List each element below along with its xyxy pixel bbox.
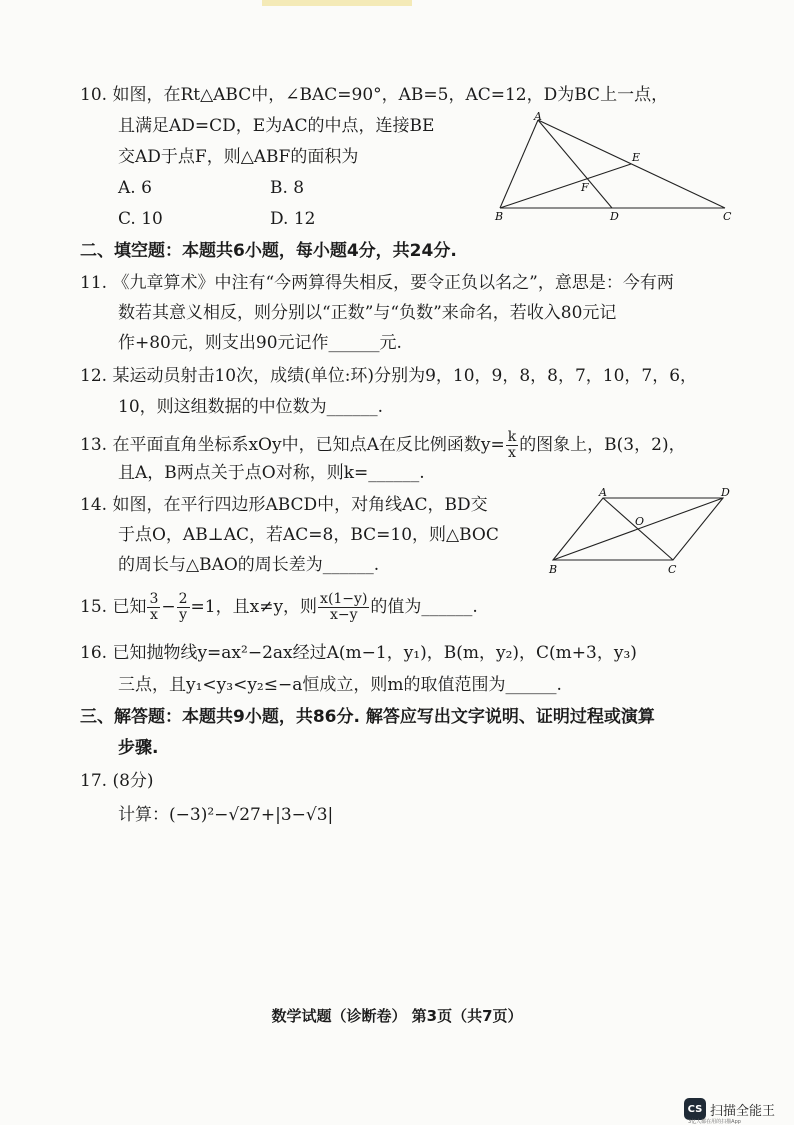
q10-label-b: B <box>495 210 504 223</box>
q10-option-d: D. 12 <box>270 209 316 229</box>
q13-frac-num: k <box>507 429 517 445</box>
q15-fraction-2 <box>177 592 190 623</box>
q15-post: 的值为______. <box>370 597 478 617</box>
q15-fraction-3 <box>318 592 369 623</box>
q12-line1: 12. 某运动员射击10次，成绩(单位:环)分别为9，10，9，8，8，7，10，7，6， <box>80 366 698 386</box>
q14-label-c: C <box>668 563 677 576</box>
watermark-subtitle: 3亿人都在用的扫描App <box>688 1119 741 1125</box>
q15-f1-den: x <box>149 607 158 623</box>
q14-label-d: D <box>721 486 730 499</box>
q14-parallelogram-figure <box>545 486 745 578</box>
q10-label-d: D <box>610 210 619 223</box>
q14-line3: 的周长与△BAO的周长差为______. <box>118 555 380 575</box>
q15-fraction-1 <box>147 592 160 623</box>
q16-line1: 16. 已知抛物线y=ax²−2ax经过A(m−1，y₁)，B(m，y₂)，C(m+3，y₃) <box>80 643 637 663</box>
q15-pre: 15. 已知 <box>80 597 147 617</box>
q13-line2: 且A，B两点关于点O对称，则k=______. <box>118 463 425 483</box>
q10-option-b: B. 8 <box>270 178 305 198</box>
q15-mid1: − <box>161 597 176 617</box>
q17-body: 计算：(−3)²−√27+|3−√3| <box>118 805 334 825</box>
section3-heading-line1: 三、解答题：本题共9小题，共86分. 解答应写出文字说明、证明过程或演算 <box>80 707 655 727</box>
q15-line <box>80 590 478 624</box>
q13-frac-den: x <box>507 445 516 461</box>
q17-header: 17. (8分) <box>80 771 154 791</box>
q10-line1: 10. 如图，在Rt△ABC中，∠BAC=90°，AB=5，AC=12，D为BC上一点， <box>80 85 669 105</box>
q14-line1: 14. 如图，在平行四边形ABCD中，对角线AC，BD交 <box>80 495 488 515</box>
q11-line3: 作+80元，则支出90元记作______元. <box>118 333 402 353</box>
q15-f2-num: 2 <box>178 591 188 607</box>
q10-triangle-figure <box>490 110 740 226</box>
q10-line2: 且满足AD=CD，E为AC的中点，连接BE <box>118 116 435 136</box>
q11-line2: 数若其意义相反，则分别以“正数”与“负数”来命名，若收入80元记 <box>118 303 617 323</box>
section3-heading-line2: 步骤. <box>118 738 159 758</box>
scan-edge-mark <box>262 0 412 6</box>
q14-label-o: O <box>635 515 645 528</box>
q10-line3: 交AD于点F，则△ABF的面积为 <box>118 147 359 167</box>
q12-line2: 10，则这组数据的中位数为______. <box>118 397 384 417</box>
q16-line2: 三点，且y₁<y₃<y₂≤−a恒成立，则m的取值范围为______. <box>118 675 562 695</box>
page-footer: 数学试题（诊断卷） 第3页（共7页） <box>271 1007 523 1025</box>
q10-option-a: A. 6 <box>118 178 152 198</box>
q15-f2-den: y <box>179 607 188 623</box>
q13-fraction <box>506 430 518 461</box>
q10-label-a: A <box>534 110 542 123</box>
scanner-watermark <box>684 1098 775 1120</box>
q13-pre: 13. 在平面直角坐标系xOy中，已知点A在反比例函数y= <box>80 435 505 455</box>
q10-label-c: C <box>723 210 732 223</box>
q15-f3-num: x(1−y) <box>320 591 368 607</box>
section2-heading: 二、填空题：本题共6小题，每小题4分，共24分. <box>80 241 457 261</box>
q11-line1: 11. 《九章算术》中注有“今两算得失相反，要令正负以名之”，意思是：今有两 <box>80 273 674 293</box>
q15-mid2: =1，且x≠y，则 <box>190 597 318 617</box>
q10-label-e: E <box>632 151 641 164</box>
q14-line2: 于点O，AB⊥AC，若AC=8，BC=10，则△BOC <box>118 525 499 545</box>
q14-label-a: A <box>599 486 607 499</box>
q15-f3-den: x−y <box>329 607 358 623</box>
q10-label-f: F <box>581 181 589 194</box>
q14-label-b: B <box>549 563 558 576</box>
q10-option-c: C. 10 <box>118 209 163 229</box>
q15-f1-num: 3 <box>149 591 159 607</box>
watermark-name: 扫描全能王 <box>710 1103 776 1119</box>
q13-post: 的图象上，B(3，2)， <box>519 435 686 455</box>
q13-line1 <box>80 428 686 462</box>
camscanner-logo-icon: CS <box>684 1098 706 1120</box>
